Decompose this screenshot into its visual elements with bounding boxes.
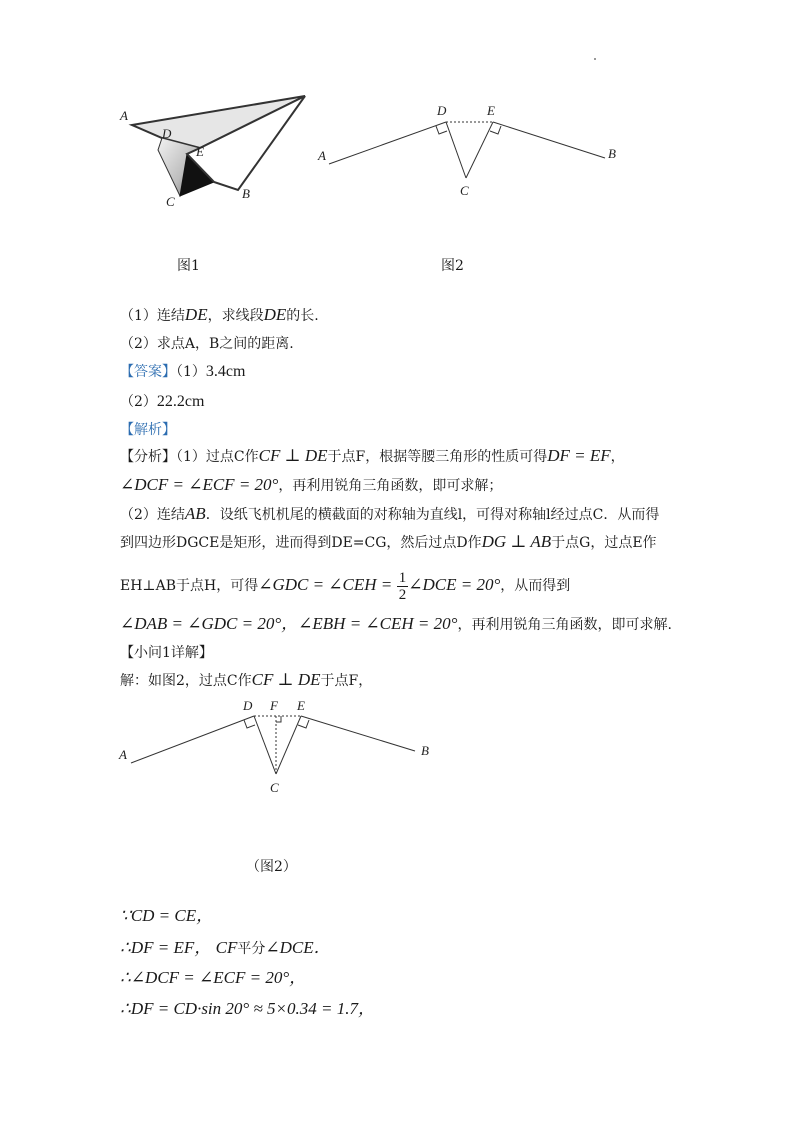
step-4: ∴DF = CD·sin 20° ≈ 5×0.34 = 1.7， xyxy=(120,999,375,1018)
fig2-label-C: C xyxy=(460,183,469,198)
figure-2-caption: 图2 xyxy=(441,258,464,274)
figure-3-caption: （图2） xyxy=(246,859,297,875)
page-dot xyxy=(594,58,596,60)
detail-line-1: 解：如图2，过点C作CF ⊥ DE于点F， xyxy=(120,670,373,689)
fig3-label-E: E xyxy=(297,698,305,713)
step-1: ∵CD = CE， xyxy=(120,906,214,925)
analysis-line-2: ∠DCF = ∠ECF = 20°，再利用锐角三角函数，即可求解； xyxy=(120,475,503,494)
fig2-label-A: A xyxy=(318,148,326,163)
fig1-label-C: C xyxy=(166,194,175,209)
fig3-label-B: B xyxy=(421,743,429,758)
analysis-line-3: （2）连结AB．设纸飞机机尾的横截面的对称轴为直线l，可得对称轴l经过点C．从而得 xyxy=(120,504,660,523)
step-3: ∴∠DCF = ∠ECF = 20°， xyxy=(120,968,307,987)
fig2-label-B: B xyxy=(608,146,616,161)
fig1-label-D: D xyxy=(162,126,172,141)
detail-tag: 【小问1详解】 xyxy=(120,645,213,661)
fig3-label-A: A xyxy=(119,747,127,762)
fig3-label-C: C xyxy=(270,780,279,795)
analysis-tag: 【解析】 xyxy=(120,422,176,438)
question-1: （1）连结DE，求线段DE的长. xyxy=(120,305,319,324)
question-2: （2）求点A，B之间的距离. xyxy=(120,336,294,352)
fig3-label-D: D xyxy=(243,698,253,713)
figure-1-caption: 图1 xyxy=(177,258,200,274)
analysis-line-1: 【分析】（1）过点C作CF ⊥ DE于点F，根据等腰三角形的性质可得DF = EF， xyxy=(120,446,625,465)
answer-line-1: 【答案】（1）3.4cm xyxy=(120,363,246,380)
fig3-label-F: F xyxy=(270,698,278,713)
answer-line-2: （2）22.2cm xyxy=(120,393,205,410)
step-2: ∴DF = EF， CF平分∠DCE． xyxy=(120,938,331,957)
analysis-line-4: 到四边形DGCE是矩形，进而得到DE=CG，然后过点D作DG ⊥ AB于点G，过点E作 xyxy=(120,532,657,551)
analysis-line-6: ∠DAB = ∠GDC = 20°，∠EBH = ∠CEH = 20°，再利用锐角三角函数，即可求解. xyxy=(120,614,672,633)
fig2-label-E: E xyxy=(487,103,495,118)
fig1-label-A: A xyxy=(120,108,128,123)
fig1-label-E: E xyxy=(196,144,204,159)
figure-1-airplane xyxy=(110,88,320,218)
fig2-label-D: D xyxy=(437,103,447,118)
fig1-label-B: B xyxy=(242,186,250,201)
figure-3-solution-diagram xyxy=(115,692,445,802)
analysis-line-5: EH⊥AB于点H，可得∠GDC = ∠CEH = $\frac{1}{2}$ ∠DCE = 20°，从而得到 xyxy=(120,569,571,603)
fraction-one-half: $\frac{1}{2}$ xyxy=(398,569,407,603)
figure-2-cross-section xyxy=(315,100,625,200)
answer-tag: 【答案】 xyxy=(120,364,176,380)
